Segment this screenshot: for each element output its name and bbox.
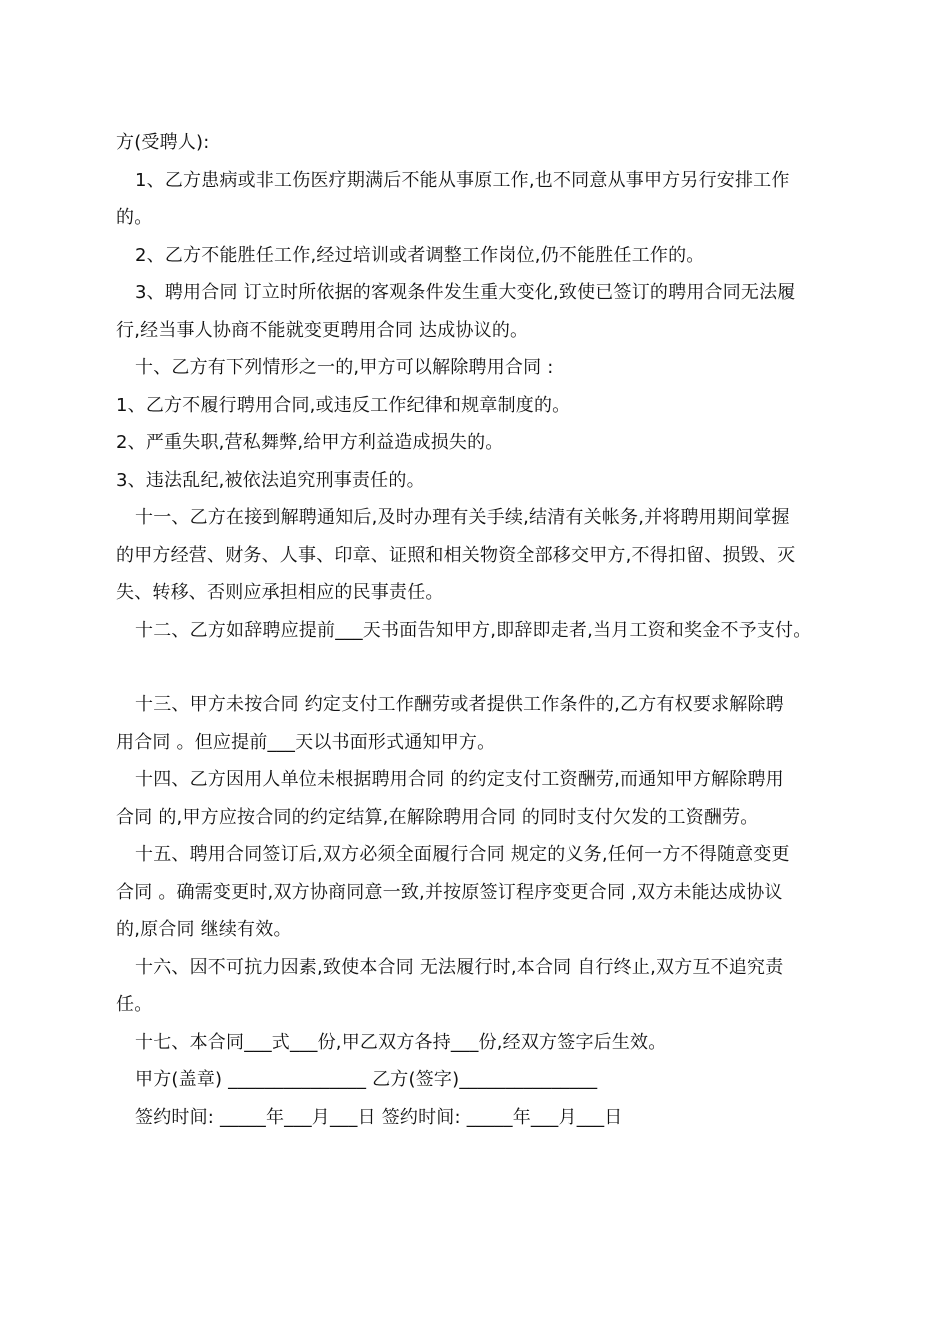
article-13: 十三、甲方未按合同 约定支付工作酬劳或者提供工作条件的,乙方有权要求解除聘 — [135, 694, 784, 715]
article-10-heading: 十、乙方有下列情形之一的,甲方可以解除聘用合同 : — [135, 357, 554, 378]
article-11: 十一、乙方在接到解聘通知后,及时办理有关手续,结清有关帐务,并将聘用期间掌握 — [135, 507, 790, 528]
article-13-continued: 用合同 。但应提前___天以书面形式通知甲方。 — [116, 731, 496, 753]
clause-item-2: 2、乙方不能胜任工作,经过培训或者调整工作岗位,仍不能胜任工作的。 — [135, 244, 705, 266]
article-16-continued: 任。 — [116, 994, 153, 1015]
article-14-continued: 合同 的,甲方应按合同的约定结算,在解除聘用合同 的同时支付欠发的工资酬劳。 — [116, 806, 759, 828]
article-15: 十五、聘用合同签订后,双方必须全面履行合同 规定的义务,任何一方不得随意变更 — [135, 844, 790, 865]
paragraph-party-b-heading-tail: 方(受聘人): — [116, 132, 210, 153]
article-15-continued-1: 合同 。确需变更时,双方协商同意一致,并按原签订程序变更合同 ,双方未能达成协议 — [116, 881, 783, 903]
paragraph-gap — [116, 649, 856, 686]
article-10-item-1: 1、乙方不履行聘用合同,或违反工作纪律和规章制度的。 — [116, 394, 571, 416]
clause-item-1-continued: 的。 — [116, 207, 153, 228]
article-11-continued-1: 的甲方经营、财务、人事、印章、证照和相关物资全部移交甲方,不得扣留、损毁、灭 — [116, 544, 796, 566]
clause-item-3-continued: 行,经当事人协商不能就变更聘用合同 达成协议的。 — [116, 319, 529, 341]
article-15-continued-2: 的,原合同 继续有效。 — [116, 919, 292, 940]
contract-text — [116, 124, 856, 1136]
clause-item-1: 1、乙方患病或非工伤医疗期满后不能从事原工作,也不同意从事甲方另行安排工作 — [135, 169, 790, 191]
signing-date-line: 签约时间: _____年___月___日 签约时间: _____年___月___日 — [135, 1106, 623, 1128]
clause-item-3: 3、聘用合同 订立时所依据的客观条件发生重大变化,致使已签订的聘用合同无法履 — [135, 282, 796, 303]
article-10-item-3: 3、违法乱纪,被依法追究刑事责任的。 — [116, 469, 425, 491]
article-16: 十六、因不可抗力因素,致使本合同 无法履行时,本合同 自行终止,双方互不追究责 — [135, 956, 784, 978]
signature-line: 甲方(盖章) _______________ 乙方(签字)_______________ — [135, 1069, 598, 1090]
article-12: 十二、乙方如辞聘应提前___天书面告知甲方,即辞即走者,当月工资和奖金不予支付。 — [135, 619, 812, 641]
article-11-continued-2: 失、转移、否则应承担相应的民事责任。 — [116, 582, 444, 603]
article-10-item-2: 2、严重失职,营私舞弊,给甲方利益造成损失的。 — [116, 432, 504, 453]
article-17: 十七、本合同___式___份,甲乙双方各持___份,经双方签字后生效。 — [135, 1031, 667, 1053]
article-14: 十四、乙方因用人单位未根据聘用合同 的约定支付工资酬劳,而通知甲方解除聘用 — [135, 769, 784, 790]
